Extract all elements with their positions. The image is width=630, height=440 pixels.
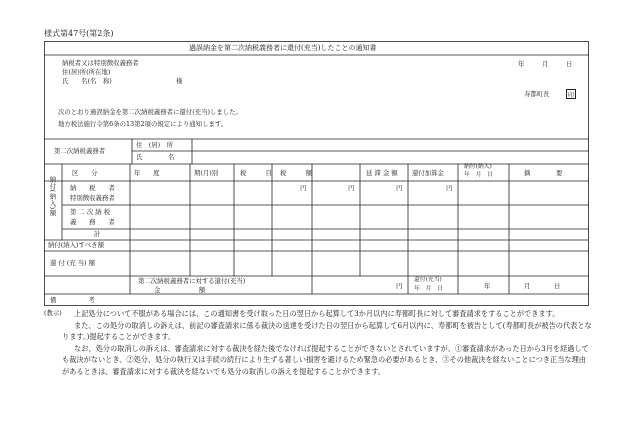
- intro-line-1: 次のとおり過誤納金を第二次納税義務者に還付(充当)しました。: [58, 108, 242, 116]
- notes-label: (教示): [44, 309, 62, 317]
- refund-amount-label-1: 第二次納税義務者に対する還付(充当): [138, 277, 246, 285]
- col-payment-date-1: 納付(納入): [464, 164, 492, 170]
- row-taxpayer-2: 特別徴収義務者: [70, 194, 115, 202]
- refund-date-label-2: 年 月 日: [414, 286, 443, 292]
- refund-date-year: 年: [484, 282, 491, 290]
- issuer-name: 寿都町長: [524, 90, 550, 98]
- refund-amount-label-2: 金 額: [154, 286, 206, 294]
- form-grid-lines: [44, 41, 589, 306]
- form-title: 過誤納金を第二次納税義務者に還付(充当)したことの通知書: [189, 44, 377, 52]
- yen-refund-add: 円: [446, 184, 453, 192]
- date-year: 年: [518, 60, 525, 68]
- col-year: 年 度: [134, 169, 160, 177]
- taxpayer-label: 納税者又は特別徴収義務者: [62, 59, 139, 67]
- refund-date-month: 月: [524, 282, 531, 290]
- row-refund: 還 付 (充 当) 額: [50, 259, 96, 267]
- col-payment-date-2: 年 月 日: [464, 172, 493, 178]
- row-secondary-1: 第 二 次 納 税: [70, 208, 111, 216]
- secondary-name-label: 氏 名: [136, 153, 175, 161]
- address-label: 住(居)所(所在地): [62, 68, 111, 76]
- honorific: 様: [176, 77, 183, 85]
- row-to-pay: 納付(納入)すべき額: [48, 241, 104, 249]
- col-period: 期(月)別: [194, 169, 219, 177]
- notice-form: [44, 41, 589, 306]
- col-category: 区 分: [72, 169, 98, 177]
- intro-line-2: 地方税法施行令第6条の13第2項の規定により通知します。: [58, 120, 228, 128]
- remarks-label: 備 考: [50, 296, 95, 304]
- col-tax-amount: 税 額: [280, 169, 312, 177]
- row-taxpayer-1: 納 税 者: [70, 184, 115, 192]
- row-total: 計: [94, 230, 101, 238]
- col-late-fee: 延 滞 金 額: [366, 169, 398, 177]
- yen-column-6: 円: [348, 184, 355, 192]
- payment-side-label: 納付(納入)額: [48, 176, 57, 217]
- appeal-notice: [62, 308, 592, 378]
- secondary-address-label: 住 (居) 所: [136, 141, 173, 149]
- name-label: 氏 名(名 称): [62, 77, 112, 85]
- secondary-label: 第二次納税義務者: [54, 147, 106, 155]
- col-tax-item: 税 目: [240, 169, 272, 177]
- notice-paragraph-2: また、この処分の取消しの訴えは、前記の審査請求に係る裁決の送達を受けた日の翌日から起算して6月以内に、寿都町を被告として(寿都町長が被告の代表となります。)提起することができます。: [62, 320, 592, 342]
- refund-amount-yen: 円: [396, 282, 403, 290]
- notice-paragraph-3: なお、処分の取消しの訴えは、審査請求に対する裁決を経た後でなければ提起することができないとされていますが、①審査請求があった日から3月を経過しても裁決がないとき、②処分、処分の執行又は手続の続行により生ずる著しい損害を避けるため緊急の必要があるとき、③その他裁決を経ないことにつき正当な理由があるときは、審査請求に対する裁決を経ないでも処分の取消しの訴えを提起することができます。: [62, 343, 589, 376]
- refund-date-day: 日: [554, 282, 561, 290]
- refund-date-label-1: 還付(充当): [414, 277, 442, 283]
- col-refund-add: 還付加算金: [412, 169, 444, 177]
- form-number: 様式第47号(第2条): [44, 29, 114, 38]
- yen-tax-amount: 円: [300, 184, 307, 192]
- date-day: 日: [566, 60, 573, 68]
- row-secondary-2: 義 務 者: [70, 218, 115, 226]
- col-remarks: 摘 要: [524, 169, 563, 177]
- yen-late-fee: 円: [396, 184, 403, 192]
- official-seal: 印: [566, 89, 576, 99]
- notice-paragraph-1: 上記処分について不服がある場合には、この通知書を受け取った日の翌日から起算して3か月以内に寿都町長に対して審査請求をすることができます。: [74, 309, 560, 318]
- date-month: 月: [542, 60, 549, 68]
